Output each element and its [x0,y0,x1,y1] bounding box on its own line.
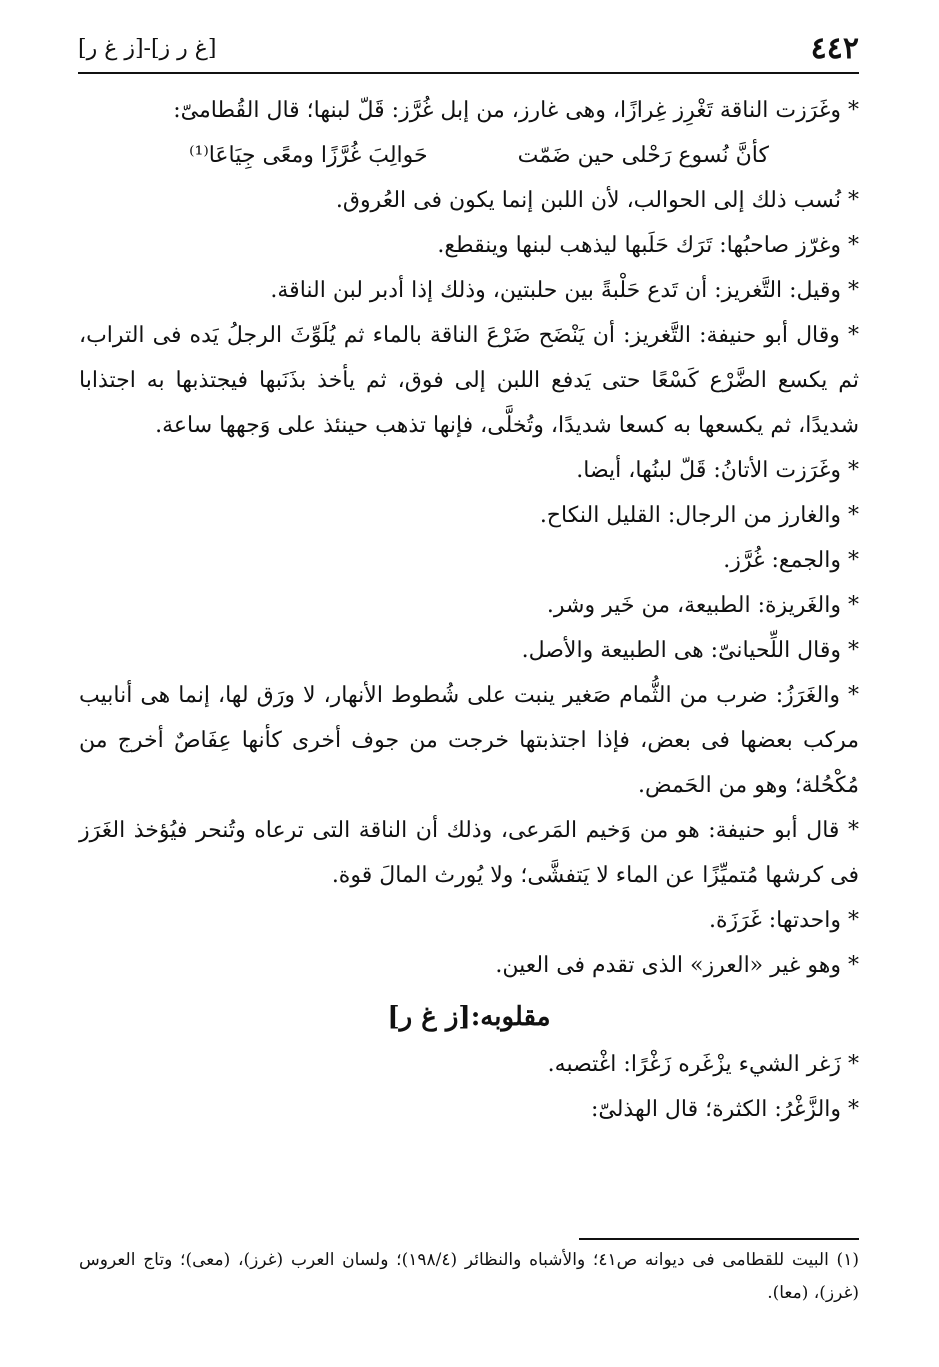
poetry-verse [79,133,859,178]
entry-paragraph: * نُسب ذلك إلى الحوالب، لأن اللبن إنما يكون فى العُروق. [335,188,859,213]
entry-paragraph: * والغَريزة: الطبيعة، من خَير وشر. [546,593,859,618]
footnote-text: (١) البيت للقطامى فى ديوانه ص٤١؛ والأشباه والنظائر (١٩٨/٤)؛ ولسان العرب (غرز)، (معى)؛ وتاج العروس (غرز)، (معا). [79,1250,859,1303]
entry-paragraph: * والغارز من الرجال: القليل النكاح. [539,503,859,528]
entry-paragraph: * قال أبو حنيفة: هو من وَخيم المَرعى، وذلك أن الناقة التى ترعاه وتُنحر فيُؤخذ الغَرَز فى كرشها مُتميِّزًا عن الماء لا يَتفشَّى؛ ولا يُورث المالَ قوة. [79,818,859,888]
entry-paragraph: * والجمع: غُرَّز. [723,548,859,573]
entry-paragraph: * وقال اللِّحيانىّ: هى الطبيعة والأصل. [521,638,859,663]
entry-paragraph: * زَغر الشيء يزْغَره زَغْرًا: اغْتصبه. [547,1052,859,1077]
page-header [78,28,859,68]
entry-paragraph: * وهو غير «العرز» الذى تقدم فى العين. [495,953,859,978]
footnote-rule [579,1238,859,1240]
running-head: [غ ر ز]-[ز غ ر] [78,36,217,61]
verse-hemistich-second: حَوالِبَ غُرَّزًا ومعًى جِيَاعَا⁽¹⁾ [189,143,428,168]
page-number: ٤٤٢ [810,31,859,66]
entry-paragraph: * وغَرَزت الأتانُ: قَلّ لبنُها، أيضا. [576,458,859,483]
entry-paragraph: * والزَّغْرُ: الكثرة؛ قال الهذلىّ: [590,1097,859,1122]
main-text [79,88,859,1132]
entry-paragraph: * وقيل: التَّغريز: أن تَدع حَلْبةً بين حلبتين، وذلك إذا أدبر لبن الناقة. [270,278,859,303]
section-heading: مقلوبه:[ز غ ر] [387,1002,551,1032]
entry-paragraph: * والغَرَزُ: ضرب من الثُّمام صَغير ينبت على شُطوط الأنهار، لا ورَق لها، إنما هى أنابيب مركب بعضها فى بعض، فإذا اجتذبتها خرجت من جوف أخرى كأنها عِفَاصٌ أخرج من مُكْحُلة؛ وهو من الحَمض. [79,683,859,798]
entry-paragraph: * وغَرَزت الناقة تَغْرِز غِرازًا، وهى غارز، من إبل غُرَّز: قَلّ لبنها؛ قال القُطامىّ: [173,98,859,123]
header-rule [78,72,859,74]
entry-paragraph: * وغرّز صاحبُها: تَرَك حَلَبها ليذهب لبنها وينقطع. [437,233,859,258]
entry-paragraph: * وقال أبو حنيفة: التَّغريز: أن يَنْضَح ضَرْعَ الناقة بالماء ثم يُلَوِّثَ الرجلُ يَده فى التراب، ثم يكسع الضَّرْع كَسْعًا حتى يَدفع اللبن إلى فوق، ثم يأخذ بذَنَبها فيجتذبها به اجتذابا شديدًا، ثم يكسعها به كسعا شديدًا، وتُخلَّى، فإنها تذهب حينئذ على وَجهها ساعة. [79,323,859,438]
verse-hemistich-first: كأنَّ نُسوع رَحْلى حين ضَمّت [517,143,769,168]
footnotes [79,1244,859,1310]
entry-paragraph: * واحدتها: غَرَزَة. [708,908,859,933]
